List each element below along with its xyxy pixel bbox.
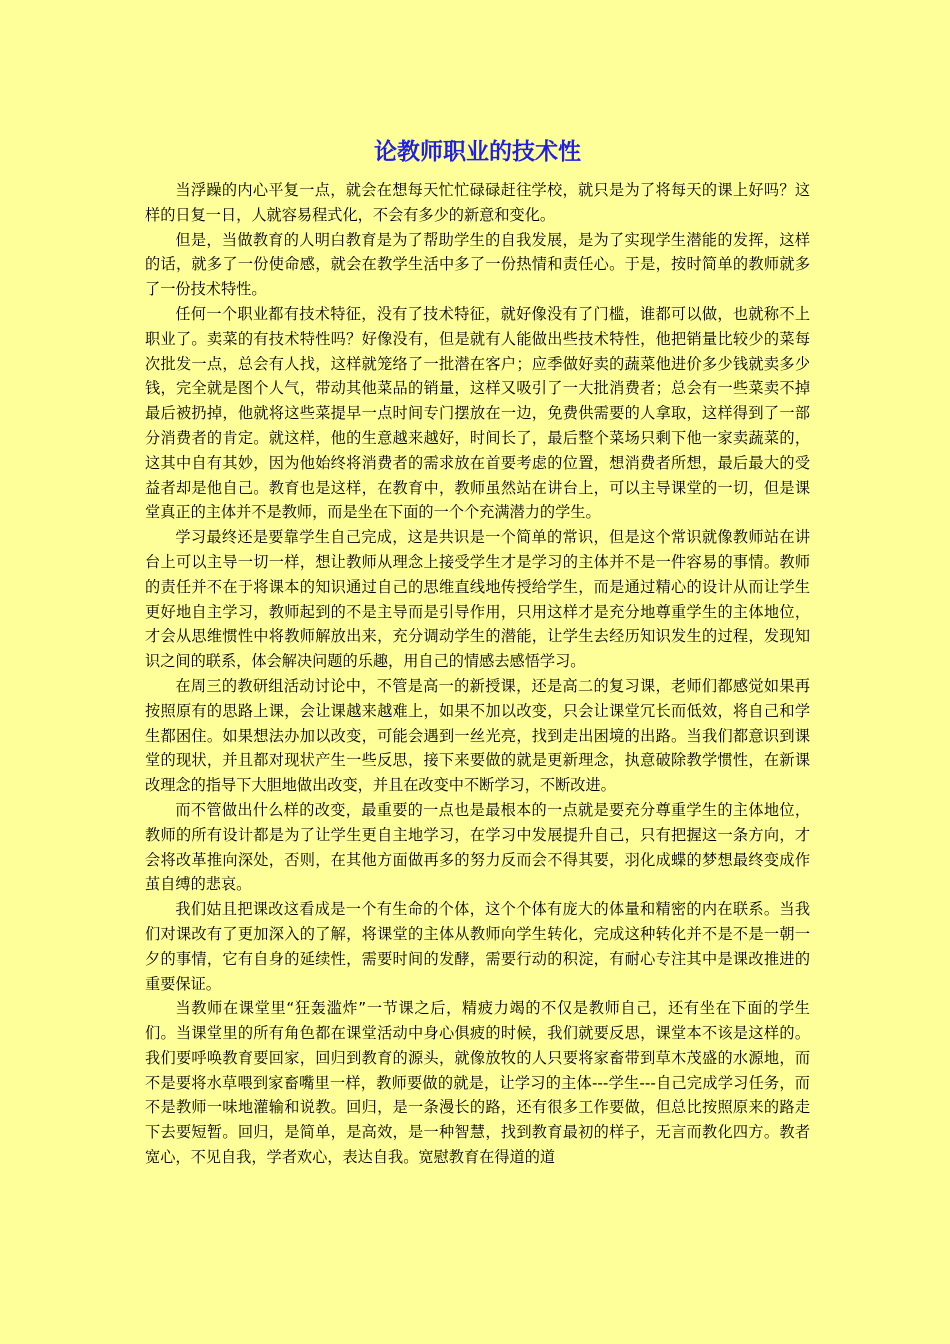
document-page <box>145 128 810 1170</box>
paragraph-6: 而不管做出什么样的改变，最重要的一点也是最根本的一点就是要充分尊重学生的主体地位，教师的所有设计都是为了让学生更自主地学习，在学习中发展提升自己，只有把握这一条方向，才会将改革推向深处，否则，在其他方面做再多的努力反而会不得其要，羽化成蝶的梦想最终变成作茧自缚的悲哀。 <box>145 800 810 894</box>
paragraph-1: 当浮躁的内心平复一点，就会在想每天忙忙碌碌赶往学校，就只是为了将每天的课上好吗？这样的日复一日，人就容易程式化，不会有多少的新意和变化。 <box>145 181 810 224</box>
paragraph-8: 当教师在课堂里“狂轰滥炸”一节课之后，精疲力竭的不仅是教师自己，还有坐在下面的学生们。当课堂里的所有角色都在课堂活动中身心俱疲的时候，我们就要反思，课堂本不该是这样的。我们要呼唤教育要回家，回归到教育的源头，就像放牧的人只要将家畜带到草木茂盛的水源地，而不是要将水草喂到家畜嘴里一样，教师要做的就是，让学习的主体---学生---自己完成学习任务，而不是教师一味地灌输和说教。回归，是一条漫长的路，还有很多工作要做，但总比按照原来的路走下去要短暂。回归，是简单，是高效，是一种智慧，找到教育最初的样子，无言而教化四方。教者宽心，不见自我，学者欢心，表达自我。宽慰教育在得道的道 <box>145 999 810 1167</box>
paragraph-3: 任何一个职业都有技术特征，没有了技术特征，就好像没有了门槛，谁都可以做，也就称不上职业了。卖菜的有技术特性吗？好像没有，但是就有人能做出些技术特性，他把销量比较少的菜每次批发一点，总会有人找，这样就笼络了一批潜在客户；应季做好卖的蔬菜他进价多少钱就卖多少钱，完全就是图个人气，带动其他菜品的销量，这样又吸引了一大批消费者；总会有一些菜卖不掉最后被扔掉，他就将这些菜提早一点时间专门摆放在一边，免费供需要的人拿取，这样得到了一部分消费者的肯定。就这样，他的生意越来越好，时间长了，最后整个菜场只剩下他一家卖蔬菜的，这其中自有其妙，因为他始终将消费者的需求放在首要考虑的位置，想消费者所想，最后最大的受益者却是他自己。教育也是这样，在教育中，教师虽然站在讲台上，可以主导课堂的一切，但是课堂真正的主体并不是教师，而是坐在下面的一个个充满潜力的学生。 <box>145 304 810 522</box>
paragraph-4: 学习最终还是要靠学生自己完成，这是共识是一个简单的常识，但是这个常识就像教师站在讲台上可以主导一切一样，想让教师从理念上接受学生才是学习的主体并不是一件容易的事情。教师的责任并不在于将课本的知识通过自己的思维直线地传授给学生，而是通过精心的设计从而让学生更好地自主学习，教师起到的不是主导而是引导作用，只用这样才是充分地尊重学生的主体地位，才会从思维惯性中将教师解放出来，充分调动学生的潜能，让学生去经历知识发生的过程，发现知识之间的联系，体会解决问题的乐趣，用自己的情感去感悟学习。 <box>145 528 810 671</box>
paragraph-2: 但是，当做教育的人明白教育是为了帮助学生的自我发展，是为了实现学生潜能的发挥，这样的话，就多了一份使命感，就会在教学生活中多了一份热情和责任心。于是，按时简单的教师就多了一份技术特性。 <box>145 230 810 299</box>
paragraph-7: 我们姑且把课改这看成是一个有生命的个体，这个个体有庞大的体量和精密的内在联系。当我们对课改有了更加深入的了解，将课堂的主体从教师向学生转化，完成这种转化并不是不是一朝一夕的事情，它有自身的延续性，需要时间的发酵，需要行动的积淀，有耐心专注其中是课改推进的重要保证。 <box>145 900 810 993</box>
paragraph-5: 在周三的教研组活动讨论中，不管是高一的新授课，还是高二的复习课，老师们都感觉如果再按照原有的思路上课，会让课越来越难上，如果不加以改变，只会让课堂冗长而低效，将自己和学生都困住。如果想法办加以改变，可能会遇到一丝光亮，找到走出困境的出路。当我们都意识到课堂的现状，并且都对现状产生一些反思，接下来要做的就是更新理念，执意破除教学惯性，在新课改理念的指导下大胆地做出改变，并且在改变中不断学习，不断改进。 <box>145 676 810 795</box>
document-title: 论教师职业的技术性 <box>374 139 581 165</box>
